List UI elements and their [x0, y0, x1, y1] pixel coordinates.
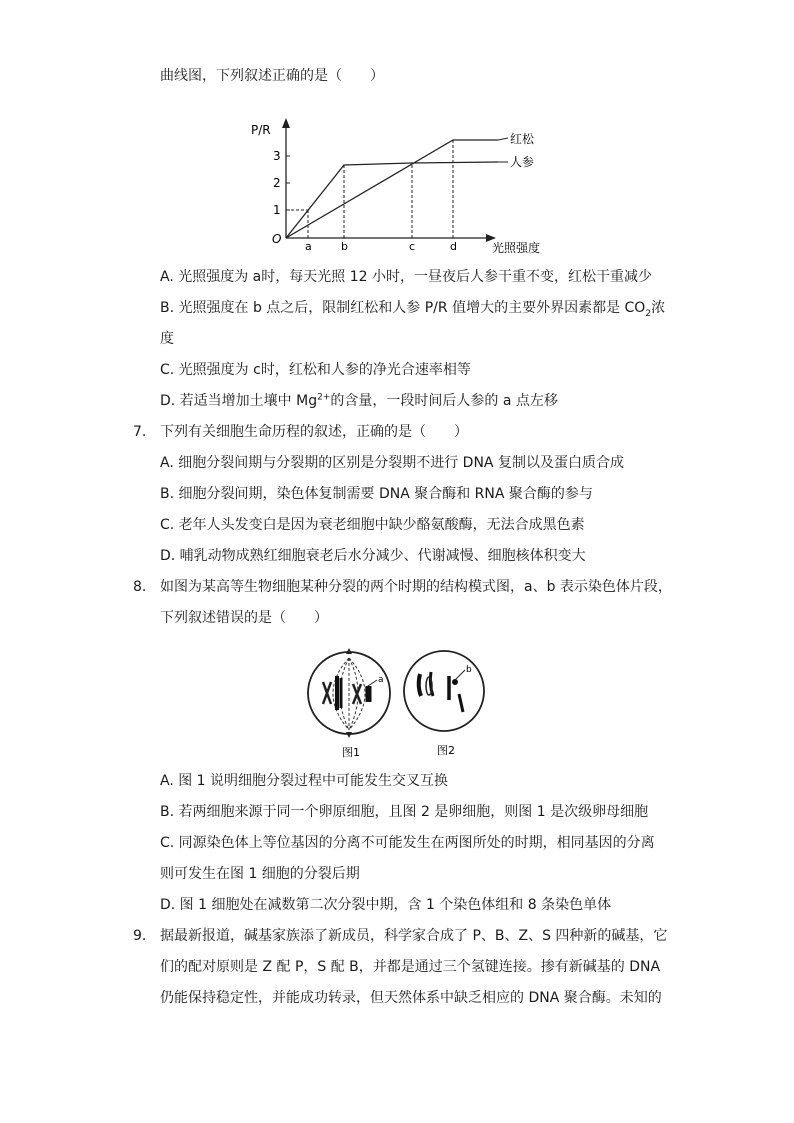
q6-option-b-line1: B. 光照强度在 b 点之后，限制红松和人参 P/R 值增大的主要外界因素都是 $CO_2$浓	[160, 300, 666, 319]
q8-stem-line2: 下列叙述错误的是（ ）	[160, 610, 328, 626]
x-tick-a: a	[305, 240, 312, 253]
q8-option-c-line1: C. 同源染色体上等位基因的分离不可能发生在两图所处的时期，相同基因的分离	[160, 835, 655, 851]
q7-option-a: A. 细胞分裂间期与分裂期的区别是分裂期不进行 DNA 复制以及蛋白质合成	[160, 455, 624, 471]
q9-number: 9.	[133, 928, 147, 944]
q6-option-d: D. 若适当增加土壤中 $Mg^{2+}$的含量，一段时间后人参的 a 点左移	[160, 392, 558, 409]
q8-option-a: A. 图 1 说明细胞分裂过程中可能发生交叉互换	[160, 773, 449, 789]
cell-figure-1	[308, 648, 390, 738]
q6-stem: 曲线图，下列叙述正确的是（ ）	[160, 68, 384, 84]
curve-renshen	[286, 162, 498, 238]
series-label-hongsong: 红松	[510, 132, 535, 146]
y-tick-3: 3	[273, 149, 281, 163]
mark-a: a	[378, 675, 384, 685]
cell-figure-2	[404, 651, 484, 731]
y-axis-label: P/R	[251, 123, 271, 137]
series-label-renshen: 人参	[510, 155, 535, 169]
q7-option-b: B. 细胞分裂间期，染色体复制需要 DNA 聚合酶和 RNA 聚合酶的参与	[160, 486, 593, 502]
q8-option-c-line2: 则可发生在图 1 细胞的分裂后期	[160, 866, 360, 882]
q7-option-c: C. 老年人头发变白是因为衰老细胞中缺少酪氨酸酶，无法合成黑色素	[160, 517, 585, 533]
q7-number: 7.	[133, 424, 147, 440]
x-tick-c: c	[409, 240, 416, 253]
figure-label-2: 图2	[437, 744, 455, 757]
q9-line3: 仍能保持稳定性，并能成功转录，但天然体系中缺乏相应的 DNA 聚合酶。未知的	[160, 990, 662, 1006]
curve-hongsong	[286, 140, 498, 238]
figure-label-1: 图1	[342, 746, 360, 759]
q9-line2: 们的配对原则是 Z 配 P，S 配 B，并都是通过三个氢键连接。掺有新碱基的 DNA	[160, 959, 661, 975]
q6-option-b-line2: 度	[160, 331, 174, 347]
q6-graph	[246, 112, 576, 257]
x-tick-d: d	[450, 240, 457, 253]
origin-label: O	[272, 232, 282, 246]
q8-stem-line1: 如图为某高等生物细胞某种分裂的两个时期的结构模式图，a、b 表示染色体片段，	[160, 579, 672, 595]
q8-cell-figure	[305, 640, 490, 762]
q8-option-d: D. 图 1 细胞处在减数第二次分裂中期，含 1 个染色体组和 8 条染色单体	[160, 897, 612, 913]
q8-number: 8.	[133, 579, 147, 595]
x-tick-b: b	[341, 240, 348, 253]
y-tick-1: 1	[273, 203, 281, 217]
q9-line1: 据最新报道，碱基家族添了新成员，科学家合成了 P、B、Z、S 四种新的碱基，它	[160, 928, 668, 944]
x-axis-label: 光照强度	[492, 241, 541, 255]
q7-stem: 下列有关细胞生命历程的叙述，正确的是（ ）	[160, 424, 468, 440]
y-tick-2: 2	[273, 176, 281, 190]
mark-b: b	[466, 665, 472, 675]
q8-option-b: B. 若两细胞来源于同一个卵原细胞，且图 2 是卵细胞，则图 1 是次级卵母细胞	[160, 804, 649, 820]
q6-option-c: C. 光照强度为 c时，红松和人参的净光合速率相等	[160, 362, 471, 378]
q7-option-d: D. 哺乳动物成熟红细胞衰老后水分减少、代谢减慢、细胞核体积变大	[160, 548, 586, 564]
q6-option-a: A. 光照强度为 a时，每天光照 12 小时，一昼夜后人参干重不变，红松干重减少	[160, 269, 652, 285]
